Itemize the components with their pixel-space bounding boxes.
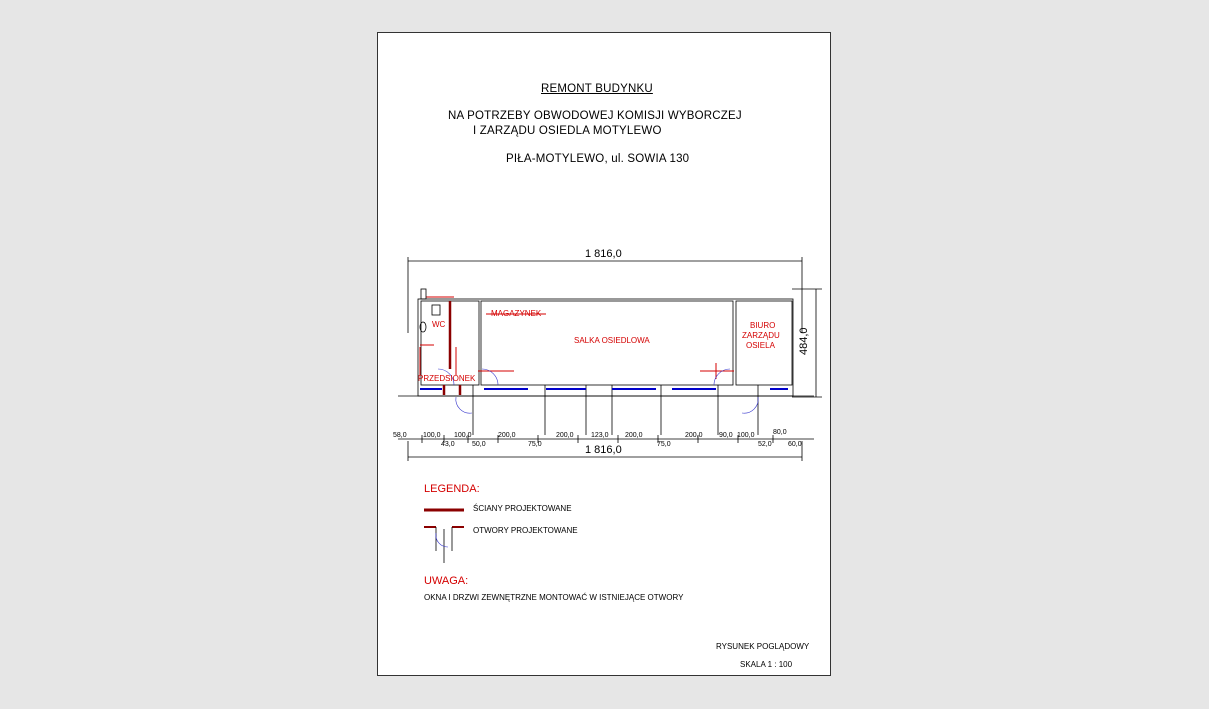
legend-heading: LEGENDA: <box>424 483 480 495</box>
dim-label: 75,0 <box>657 441 671 448</box>
dim-label: 80,0 <box>773 429 787 436</box>
dim-label: 90,0 <box>719 432 733 439</box>
note-text: OKNA I DRZWI ZEWNĘTRZNE MONTOWAĆ W ISTNIEJĄCE OTWORY <box>424 593 684 602</box>
drawing-type: RYSUNEK POGLĄDOWY <box>716 642 810 651</box>
dim-label: 60,0 <box>788 441 802 448</box>
room-label-salka: SALKA OSIEDLOWA <box>574 336 650 345</box>
title-line-4: PIŁA-MOTYLEWO, ul. SOWIA 130 <box>506 153 690 165</box>
room-label-magazynek: MAGAZYNEK <box>491 309 542 318</box>
legend-walls-label: ŚCIANY PROJEKTOWANE <box>473 504 572 513</box>
dim-label: 200,0 <box>685 432 703 439</box>
overall-width-bottom: 1 816,0 <box>585 444 622 456</box>
note-heading: UWAGA: <box>424 575 469 587</box>
dim-label: 52,0 <box>758 441 772 448</box>
room-label-biuro-2: ZARZĄDU <box>742 331 780 340</box>
dim-label: 100,0 <box>423 432 441 439</box>
room-label-wc: WC <box>432 320 446 329</box>
title-line-3: I ZARZĄDU OSIEDLA MOTYLEWO <box>473 125 662 137</box>
room-label-biuro-3: OSIELA <box>746 341 775 350</box>
dim-label: 200,0 <box>556 432 574 439</box>
overall-depth: 484,0 <box>798 327 810 355</box>
dim-label: 100,0 <box>454 432 472 439</box>
dim-label: 43,0 <box>441 441 455 448</box>
drawing-sheet <box>377 32 831 676</box>
dim-label: 50,0 <box>472 441 486 448</box>
dim-label: 200,0 <box>625 432 643 439</box>
overall-width-top: 1 816,0 <box>585 248 622 260</box>
title-line-1: REMONT BUDYNKU <box>541 83 653 95</box>
legend-openings-label: OTWORY PROJEKTOWANE <box>473 526 578 535</box>
dim-label: 100,0 <box>737 432 755 439</box>
dim-label: 123,0 <box>591 432 609 439</box>
room-label-biuro-1: BIURO <box>750 321 776 330</box>
room-label-przedsionek: PRZEDSIONEK <box>418 374 476 383</box>
dim-label: 200,0 <box>498 432 516 439</box>
dim-label: 75,0 <box>528 441 542 448</box>
drawing-scale: SKALA 1 : 100 <box>740 660 793 669</box>
dim-label: 58,0 <box>393 432 407 439</box>
title-line-2: NA POTRZEBY OBWODOWEJ KOMISJI WYBORCZEJ <box>448 110 742 122</box>
